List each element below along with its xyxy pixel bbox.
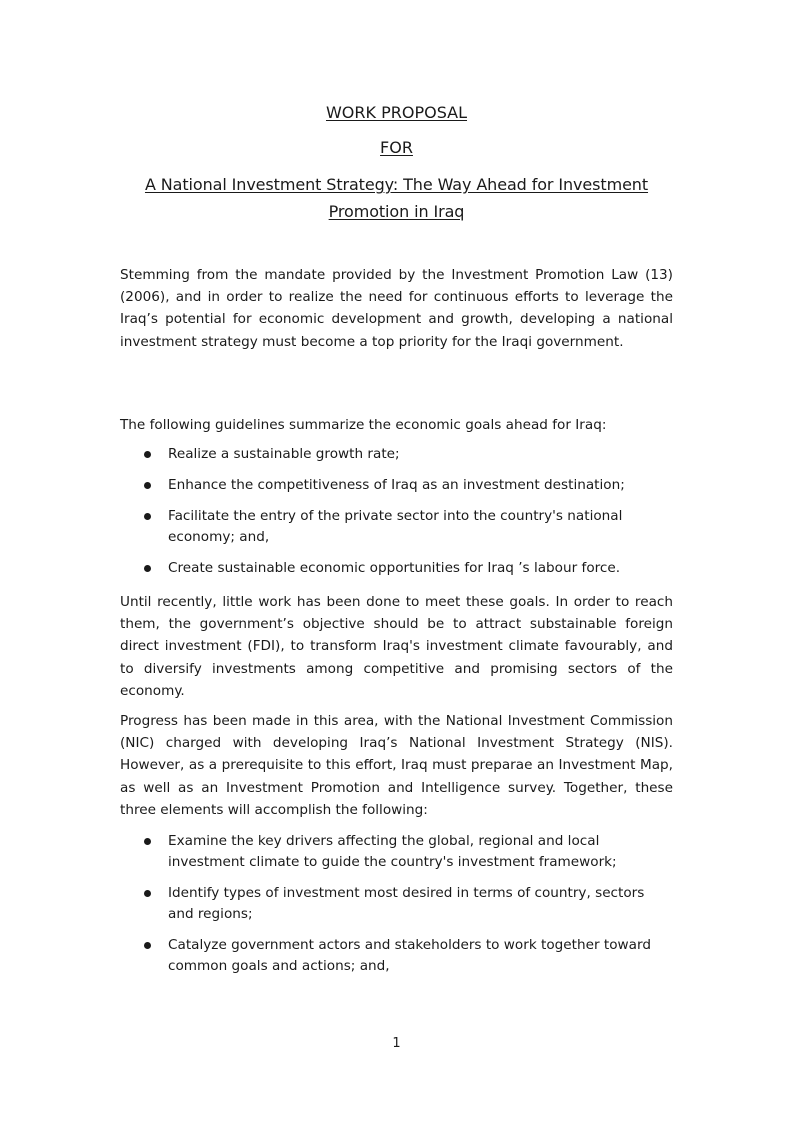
title-work-proposal: WORK PROPOSAL — [325, 103, 468, 122]
list-item — [120, 935, 673, 977]
list-item-text: Catalyze government actors and stakeholders to work together toward common goals and actions; and, — [168, 937, 651, 974]
list-item-text: Create sustainable economic opportunities for Iraq ’s labour force. — [168, 560, 621, 576]
economic-goals-list — [120, 444, 673, 589]
list-item — [120, 444, 673, 465]
paragraph-progress: Progress has been made in this area, with the National Investment Commission (NIC) charged with developing Iraq’s National Investment Strategy (NIS). However, as a prerequisite to this effort, Iraq must preparae an Investment Map, as well as an Investment Promotion and Intelligence survey. Together, these three elements will accomplish the following: — [120, 713, 673, 818]
list-item-text: Enhance the competitiveness of Iraq as an investment destination; — [168, 477, 625, 493]
bullet-icon — [144, 482, 151, 489]
bullet-icon — [144, 838, 151, 845]
bullet-icon — [144, 890, 151, 897]
list-item-text: Identify types of investment most desired in terms of country, sectors and regions; — [168, 885, 645, 922]
paragraph-guidelines-intro: The following guidelines summarize the economic goals ahead for Iraq: — [120, 417, 607, 433]
list-item-text: Examine the key drivers affecting the global, regional and local investment climate to guide the country's investment framework; — [168, 833, 617, 870]
title-strategy: A National Investment Strategy: The Way Ahead for Investment Promotion in Iraq — [144, 175, 649, 221]
list-item — [120, 831, 673, 873]
list-item — [120, 506, 673, 548]
bullet-icon — [144, 565, 151, 572]
paragraph-until-recently: Until recently, little work has been done to meet these goals. In order to reach them, the government’s objective should be to attract substainable foreign direct investment (FDI), to transform Iraq's investment climate favourably, and to diversify investments among competitive and promising sectors of the economy. — [120, 594, 673, 699]
paragraph-mandate: Stemming from the mandate provided by the Investment Promotion Law (13) (2006), and in order to realize the need for continuous efforts to leverage the Iraq’s potential for economic development and growth, developing a national investment strategy must become a top priority for the Iraqi government. — [120, 267, 673, 350]
list-item — [120, 883, 673, 925]
title-for: FOR — [380, 138, 413, 157]
accomplishments-list — [120, 831, 673, 987]
bullet-icon — [144, 942, 151, 949]
list-item-text: Facilitate the entry of the private sector into the country's national economy; and, — [168, 508, 623, 545]
bullet-icon — [144, 451, 151, 458]
bullet-icon — [144, 513, 151, 520]
list-item-text: Realize a sustainable growth rate; — [168, 446, 400, 462]
page-number: 1 — [392, 1036, 401, 1051]
list-item — [120, 558, 673, 579]
list-item — [120, 475, 673, 496]
